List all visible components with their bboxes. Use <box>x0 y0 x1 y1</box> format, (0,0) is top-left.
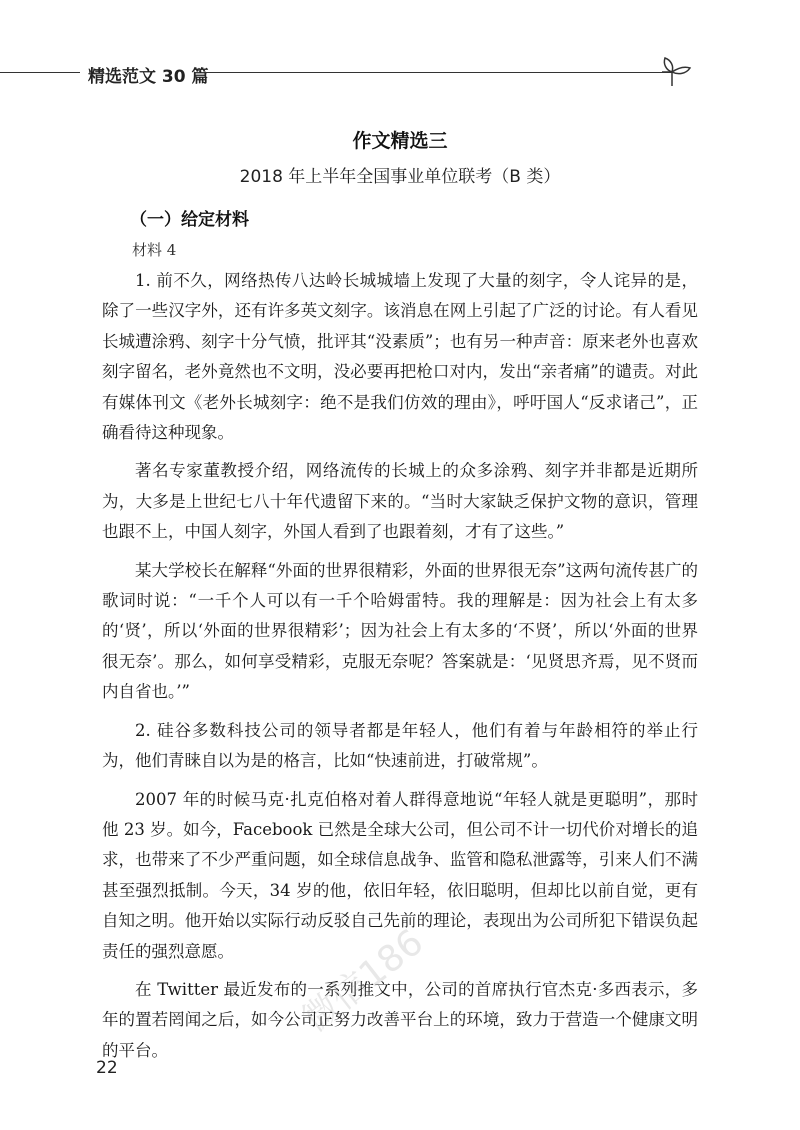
material-label: 材料 4 <box>132 241 177 259</box>
paragraph: 1. 前不久，网络热传八达岭长城城墙上发现了大量的刻字，令人诧异的是，除了一些汉字外，还有许多英文刻字。该消息在网上引起了广泛的讨论。有人看见长城遭涂鸦、刻字十分气愤，批评其“没素质”；也有另一种声音：原来老外也喜欢刻字留名，老外竟然也不文明，没必要再把枪口对内，发出“亲者痛”的谴责。对此有媒体刊文《老外长城刻字：绝不是我们仿效的理由》，呼吁国人“反求诸己”，正确看待这种现象。 <box>102 271 698 443</box>
paragraph: 在 Twitter 最近发布的一系列推文中，公司的首席执行官杰克·多西表示，多年的置若罔闻之后，如今公司正努力改善平台上的环境，致力于营造一个健康文明的平台。 <box>102 979 698 1060</box>
essay-title: 作文精选三 <box>352 130 448 152</box>
page-number: 22 <box>96 1058 118 1078</box>
paragraph: 某大学校长在解释“外面的世界很精彩，外面的世界很无奈”这两句流传甚广的歌词时说：“一千个人可以有一千个哈姆雷特。我的理解是：因为社会上有太多的‘贤’，所以‘外面的世界很精彩’；因为社会上有太多的‘不贤’，所以‘外面的世界很无奈’。那么，如何享受精彩，克服无奈呢？答案就是：‘见贤思齐焉，见不贤而内自省也。’” <box>102 560 698 702</box>
watermark: 微信186 <box>294 921 432 1041</box>
running-header <box>0 52 800 92</box>
essay-subtitle: 2018 年上半年全国事业单位联考（B 类） <box>239 167 561 187</box>
paragraph: 著名专家董教授介绍，网络流传的长城上的众多涂鸦、刻字并非都是近期所为，大多是上世纪七八十年代遗留下来的。“当时大家缺乏保护文物的意识，管理也跟不上，中国人刻字，外国人看到了也跟着刻，才有了这些。” <box>102 461 698 542</box>
header-rule-left <box>0 72 80 73</box>
paragraph: 2007 年的时候马克·扎克伯格对着人群得意地说“年轻人就是更聪明”，那时他 23 岁。如今，Facebook 已然是全球大公司，但公司不计一切代价对增长的追求，也带来了不少严重问题，如全球信息战争、监管和隐私泄露等，引来人们不满甚至强烈抵制。今天，34 岁的他，依旧年轻，依旧聪明，但却比以前自觉，更有自知之明。他开始以实际行动反驳自己先前的理论，表现出为公司所犯下错误负起责任的强烈意愿。 <box>102 789 698 961</box>
section-heading: （一）给定材料 <box>130 210 249 230</box>
paragraph: 2. 硅谷多数科技公司的领导者都是年轻人，他们有着与年龄相符的举止行为，他们青睐自以为是的格言，比如“快速前进，打破常规”。 <box>102 720 698 771</box>
running-header-title: 精选范文 30 篇 <box>88 67 209 87</box>
sprout-icon <box>662 52 702 88</box>
header-rule-right <box>204 72 672 73</box>
